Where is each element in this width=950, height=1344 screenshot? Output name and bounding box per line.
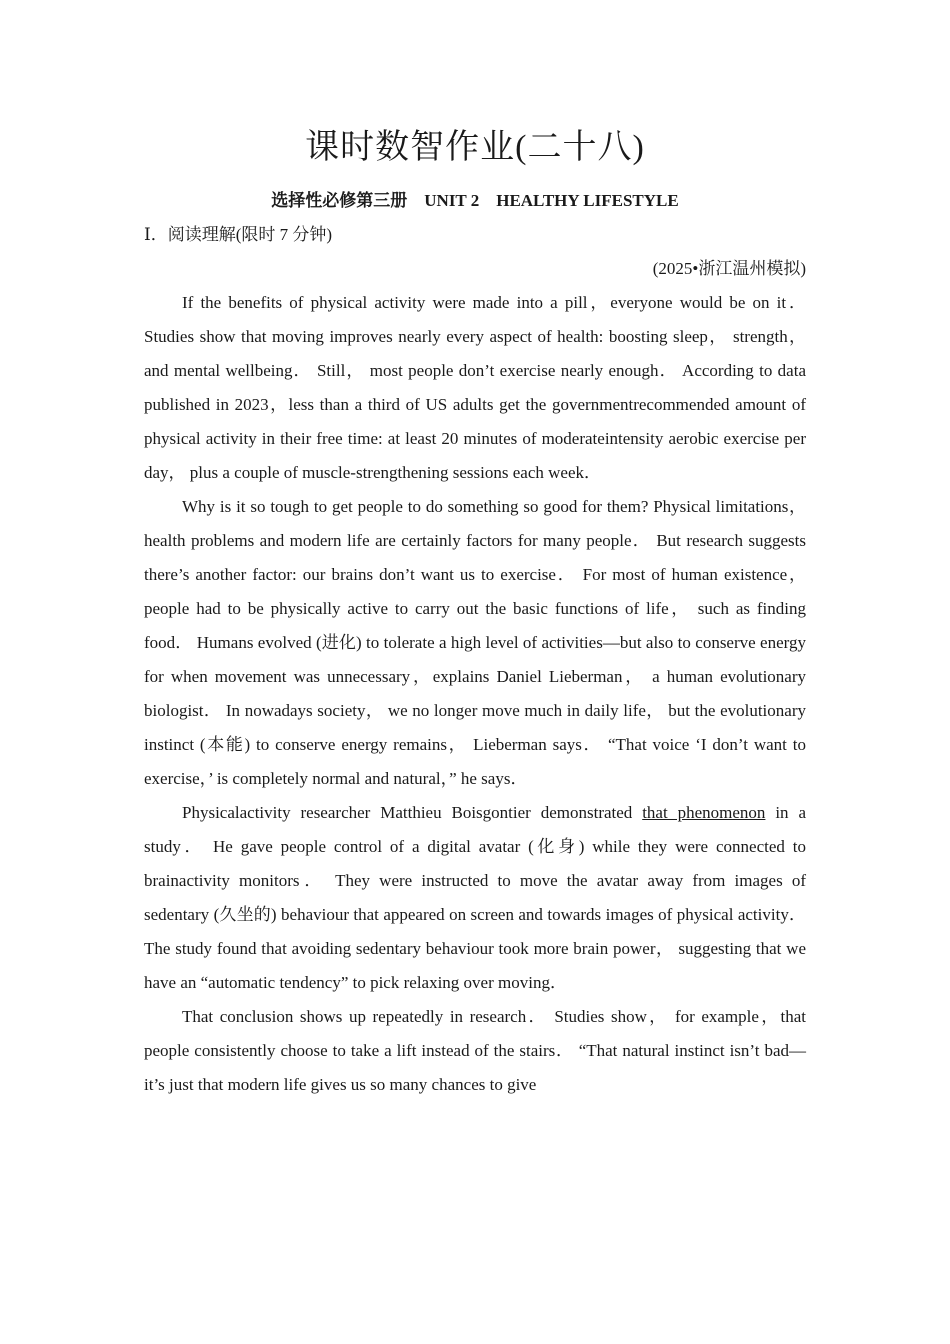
paragraph-3-lead: Physicalactivity researcher Matthieu Boisgontier demonstrated [182, 803, 643, 822]
paragraph-3-body: in a study． He gave people control of a digital avatar (化身) while they were connected to brainactivity monitors． They were instructed to move the avatar away from images of sedentary (久坐的) behaviour that appeared on screen and towards images of physical activity． The study found that avoiding sedentary behaviour took more brain power， suggesting that we have an “automatic tendency” to pick relaxing over moving． [144, 803, 806, 992]
section-heading: Ⅰ．阅读理解(限时 7 分钟) [144, 225, 333, 244]
page-title: 课时数智作业(二十八) [305, 129, 645, 166]
source-note: (2025•浙江温州模拟) [652, 259, 806, 278]
paragraph-3-space [765, 803, 775, 822]
paragraph-2: Why is it so tough to get people to do something so good for them? Physical limitations， health problems and modern life are certainly factors for many people． But research suggests there’s another factor: our brains don’t want us to exercise． For most of human existence， people had to be physically active to carry out the basic functions of life， such as finding food． Humans evolved (进化) to tolerate a high level of activities—but also to conserve energy for when movement was unnecessary，explains Daniel Lieberman， a human evolutionary biologist． In nowadays society， we no longer move much in daily life， but the evolutionary instinct (本能) to conserve energy remains， Lieberman says． “That voice ‘I don’t want to exercise，’ is completely normal and natural，” he says． [144, 497, 806, 788]
paragraph-3 [144, 796, 806, 1000]
document-page [144, 118, 806, 1102]
underlined-phrase: that phenomenon [642, 803, 766, 822]
unit-subtitle: 选择性必修第三册 UNIT 2 HEALTHY LIFESTYLE [271, 191, 679, 210]
paragraph-1: If the benefits of physical activity were made into a pill，everyone would be on it． Studies show that moving improves nearly every aspect of health: boosting sleep， strength， and mental wellbeing． Still， most people don’t exercise nearly enough． According to data published in 2023，less than a third of US adults get the governmentrecommended amount of physical activity in their free time: at least 20 minutes of moderateintensity aerobic exercise per day， plus a couple of muscle-strengthening sessions each week． [144, 293, 806, 482]
paragraph-4: That conclusion shows up repeatedly in research． Studies show， for example，that people consistently choose to take a lift instead of the stairs． “That natural instinct isn’t bad—it’s just that modern life gives us so many chances to give [144, 1007, 806, 1094]
